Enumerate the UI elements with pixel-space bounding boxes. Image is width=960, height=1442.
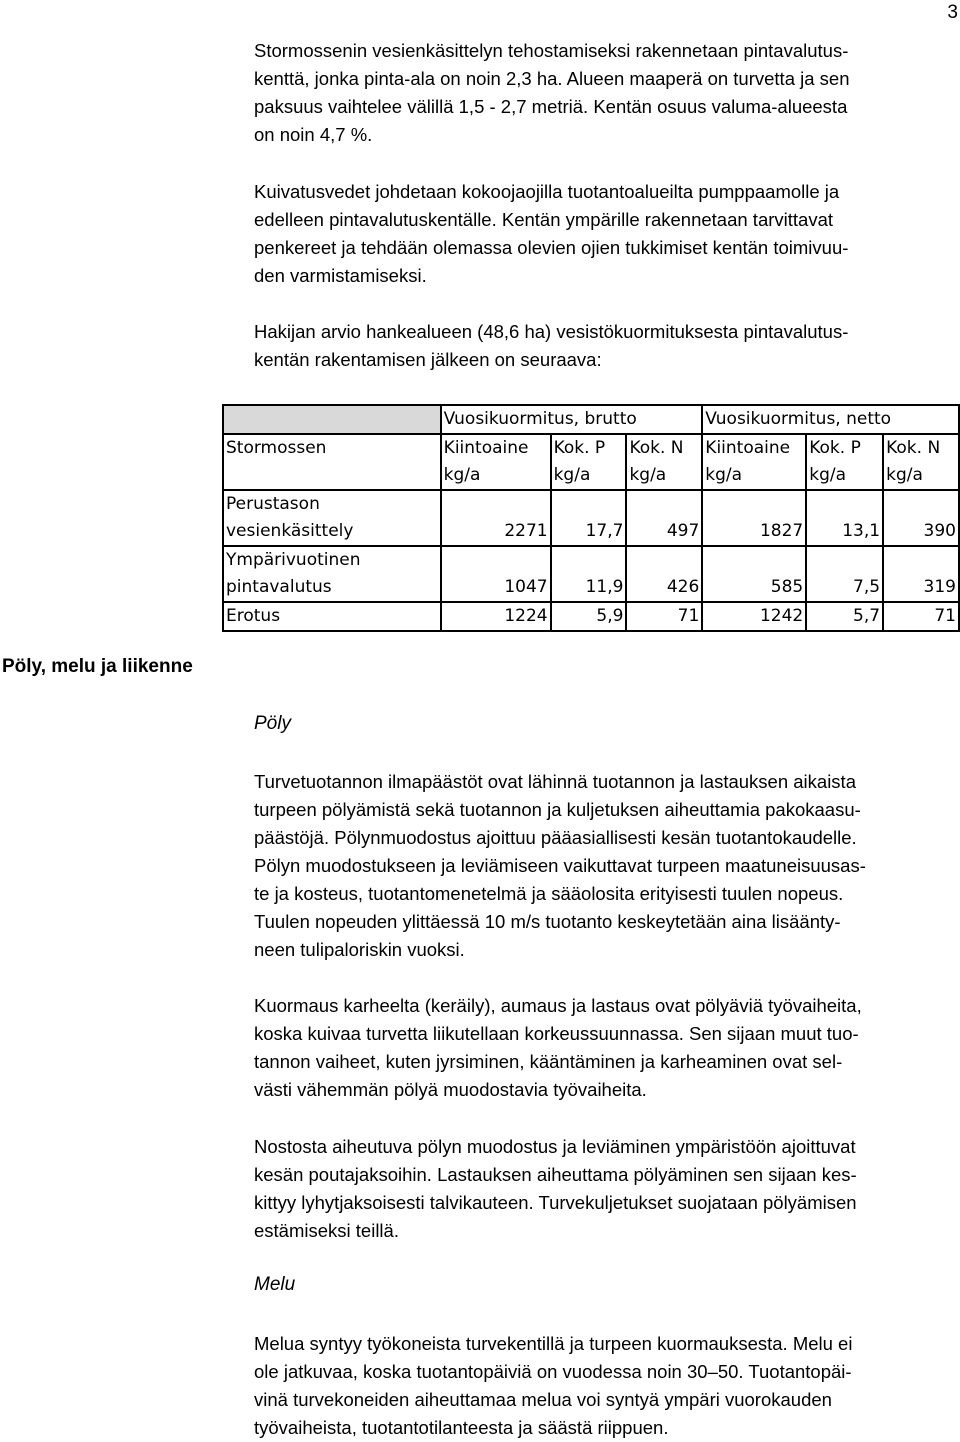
table-row bbox=[223, 546, 959, 602]
load-table bbox=[222, 404, 960, 632]
table-cell: 11,9 bbox=[551, 546, 627, 602]
section-heading: Pöly, melu ja liikenne bbox=[2, 656, 193, 677]
table-cell: 71 bbox=[883, 602, 959, 631]
table-column-header: Kok. P kg/a bbox=[806, 434, 883, 490]
table-cell: 1224 bbox=[441, 602, 551, 631]
poly-paragraph-nostosta: Nostosta aiheutuva pölyn muodostus ja leviäminen ympäristöön ajoittuvat kesän poutajaksoihin. Lastauksen aiheuttama pölyäminen sen sijaan kes- kittyy lyhytjaksoisesti talvikauteen. Turvekuljetukset suojataan pölyämisen estämiseksi teillä. bbox=[254, 1136, 857, 1241]
table-row-label: Ympärivuotinen pintavalutus bbox=[223, 546, 441, 602]
table-cell: 1827 bbox=[702, 490, 806, 546]
table-corner-gray-cell bbox=[223, 405, 441, 434]
table-cell: 426 bbox=[626, 546, 702, 602]
subheading-poly: Pöly bbox=[254, 713, 291, 734]
intro-paragraph-hakijan-arvio: Hakijan arvio hankealueen (48,6 ha) vesistökuormituksesta pintavalutus- kentän rakentamisen jälkeen on seuraava: bbox=[254, 321, 849, 370]
table-cell: 1047 bbox=[441, 546, 551, 602]
table-cell: 497 bbox=[626, 490, 702, 546]
table-group-header-brutto: Vuosikuormitus, brutto bbox=[441, 405, 703, 434]
table-cell: 5,7 bbox=[806, 602, 883, 631]
table-column-header-row bbox=[223, 434, 959, 490]
table-row bbox=[223, 602, 959, 631]
page-number: 3 bbox=[947, 2, 958, 23]
melu-paragraph: Melua syntyy työkoneista turvekentillä ja turpeen kuormauksesta. Melu ei ole jatkuvaa, koska tuotantopäiviä on vuodessa noin 30–50. Tuotantopäi- vinä turvekoneiden aiheuttamaa melua voi syntyä ympäri vuorokauden työvaiheista, tuotantotilanteesta ja säästä riippuen. bbox=[254, 1333, 853, 1438]
table-cell: 319 bbox=[883, 546, 959, 602]
table-cell: 2271 bbox=[441, 490, 551, 546]
table-row-label: Erotus bbox=[223, 602, 441, 631]
table-cell: 17,7 bbox=[551, 490, 627, 546]
table-column-header: Kok. N kg/a bbox=[883, 434, 959, 490]
table-row bbox=[223, 490, 959, 546]
intro-paragraph-pintavalutuskentta: Stormossenin vesienkäsittelyn tehostamiseksi rakennetaan pintavalutus- kenttä, jonka pinta-ala on noin 2,3 ha. Alueen maaperä on turvetta ja sen paksuus vaihtelee välillä 1,5 - 2,7 metriä. Kentän osuus valuma-alueesta on noin 4,7 %. bbox=[254, 40, 850, 145]
subheading-melu: Melu bbox=[254, 1274, 296, 1295]
table-column-header: Kiintoaine kg/a bbox=[441, 434, 551, 490]
table-cell: 71 bbox=[626, 602, 702, 631]
table-cell: 1242 bbox=[702, 602, 806, 631]
table-corner-label: Stormossen bbox=[223, 434, 441, 490]
table-cell: 585 bbox=[702, 546, 806, 602]
table-group-header-netto: Vuosikuormitus, netto bbox=[702, 405, 959, 434]
table-cell: 7,5 bbox=[806, 546, 883, 602]
table-cell: 5,9 bbox=[551, 602, 627, 631]
table-row-label: Perustason vesienkäsittely bbox=[223, 490, 441, 546]
poly-paragraph-kuormaus: Kuormaus karheelta (keräily), aumaus ja lastaus ovat pölyäviä työvaiheita, koska kuivaa turvetta liikutellaan korkeussuunnassa. Sen sijaan muut tuo- tannon vaiheet, kuten jyrsiminen, kääntäminen ja karheaminen ovat sel- västi vähemmän pölyä muodostavia työvaiheita. bbox=[254, 995, 862, 1100]
table-column-header: Kok. P kg/a bbox=[551, 434, 627, 490]
table-cell: 13,1 bbox=[806, 490, 883, 546]
intro-paragraph-kuivatusvedet: Kuivatusvedet johdetaan kokoojaojilla tuotantoalueilta pumppaamolle ja edelleen pintavalutuskentälle. Kentän ympärille rakennetaan tarvittavat penkereet ja tehdään olemassa olevien ojien tukkimiset kentän toimivuu- den varmistamiseksi. bbox=[254, 181, 849, 286]
table-cell: 390 bbox=[883, 490, 959, 546]
table-column-header: Kiintoaine kg/a bbox=[702, 434, 806, 490]
poly-paragraph-ilmapaastot: Turvetuotannon ilmapäästöt ovat lähinnä tuotannon ja lastauksen aikaista turpeen pölyämistä sekä tuotannon ja kuljetuksen aiheuttamia pakokaasu- päästöjä. Pölynmuodostus ajoittuu pääasiallisesti kesän tuotantokaudelle. Pölyn muodostukseen ja leviämiseen vaikuttavat turpeen maatuneisuusas- te ja kosteus, tuotantomenetelmä ja sääolosita erityisesti tuulen nopeus. Tuulen nopeuden ylittäessä 10 m/s tuotanto keskeytetään aina lisäänty- neen tulipaloriskin vuoksi. bbox=[254, 771, 866, 960]
table-column-header: Kok. N kg/a bbox=[626, 434, 702, 490]
table-group-header-row bbox=[223, 405, 959, 434]
